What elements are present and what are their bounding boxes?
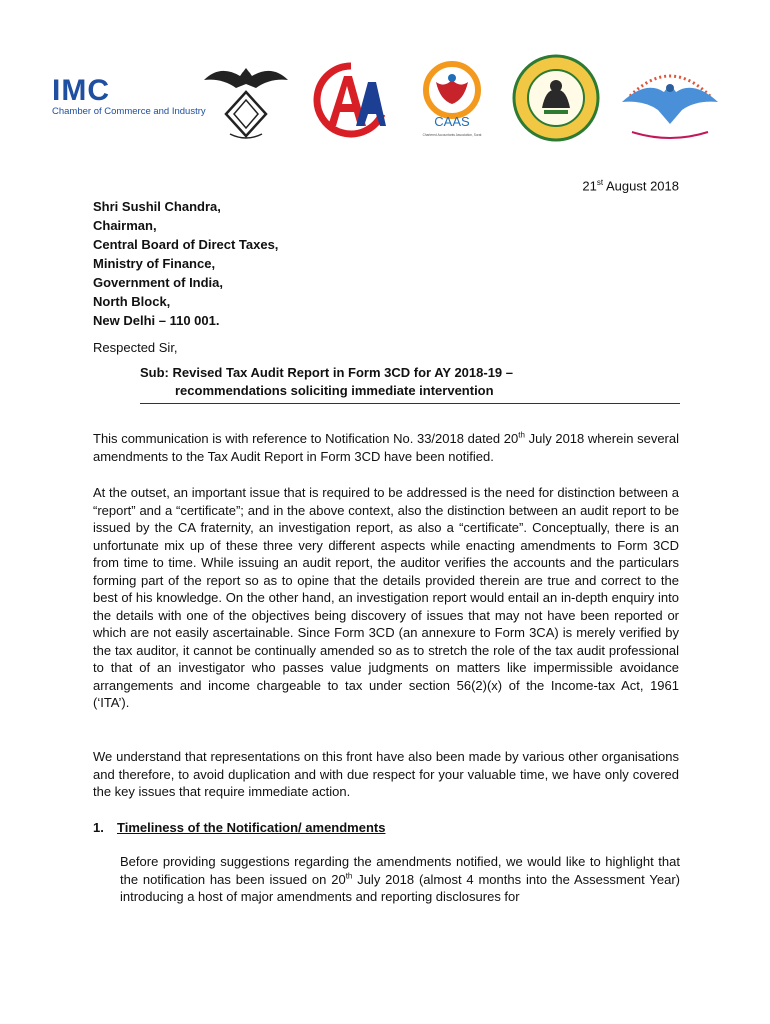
address-line: Ministry of Finance, [93, 256, 216, 271]
address-line: Government of India, [93, 275, 224, 290]
section-number: 1. [93, 820, 104, 835]
imc-logo-title: IMC [52, 74, 110, 107]
caas-logo [412, 60, 492, 140]
subject-divider [140, 403, 680, 404]
address-line: North Block, [93, 294, 171, 309]
caas-logo-text: CAAS [434, 114, 470, 129]
salutation: Respected Sir, [93, 340, 178, 355]
aa-logo [312, 62, 390, 138]
eagle-emblem-logo [200, 58, 292, 142]
address-line: Shri Sushil Chandra, [93, 199, 221, 214]
kscaa-seal-logo [512, 54, 600, 142]
address-line: New Delhi – 110 001. [93, 313, 220, 328]
recipient-address [93, 197, 278, 330]
caas-logo-subtext: Chartered Accountants Association, Surat [422, 133, 482, 137]
subject-line [140, 364, 680, 400]
paragraph-representations: We understand that representations on this front have also been made by various other organisations and therefore, to avoid duplication and with due respect for your valuable time, we have only covered the key issues that require immediate action. [93, 749, 679, 799]
section-heading-timeliness [93, 820, 385, 835]
address-line: Chairman, [93, 218, 157, 233]
hindi-association-bird-logo [612, 62, 728, 140]
section-title: Timeliness of the Notification/ amendments [117, 820, 386, 835]
letter-date: 21st August 2018 [582, 178, 679, 194]
logo-strip [0, 54, 770, 154]
subject-line-1: Sub: Revised Tax Audit Report in Form 3CD for AY 2018-19 – [140, 365, 514, 380]
imc-logo [52, 74, 206, 126]
address-line: Central Board of Direct Taxes, [93, 237, 279, 252]
paragraph-reference: This communication is with reference to Notification No. 33/2018 dated 20th July 2018 wherein several amendments to the Tax Audit Report in Form 3CD have been notified. [93, 430, 679, 464]
imc-logo-subtitle: Chamber of Commerce and Industry [52, 106, 206, 117]
subject-line-2: recommendations soliciting immediate intervention [175, 383, 494, 398]
paragraph-timeliness: Before providing suggestions regarding the amendments notified, we would like to highlight that the notification has been issued on 20th July 2018 (almost 4 months into the Assessment Year) introducing a host of major amendments and reporting disclosures for [120, 854, 680, 904]
paragraph-distinction: At the outset, an important issue that is required to be addressed is the need for distinction between a “report” and a “certificate”; and in the above context, also the distinction between an audit report to be issued by the CA fraternity, an investigation report, as also a “certificate”. Conceptually, there is an unfortunate mix up of these three very different aspects while enacting amendments to Form 3CD from time to time. While issuing an audit report, the auditor verifies the accounts and the particulars forming part of the report so as to opine that the details provided therein are true and correct to the best of his knowledge. On the other hand, an investigation report would entail an in-depth enquiry into the details with one of the objectives being discovery of issues that may not have been reported or which are not easily ascertainable. Since Form 3CD (an annexure to Form 3CA) is merely verified by the tax auditor, it cannot be continually amended so as to stretch the role of the tax audit professional to that of an investigator who passes value judgments on matters like impermissible avoidance arrangements and income chargeable to tax under section 56(2)(x) of the Income-tax Act, 1961 (‘ITA’). [93, 485, 679, 710]
